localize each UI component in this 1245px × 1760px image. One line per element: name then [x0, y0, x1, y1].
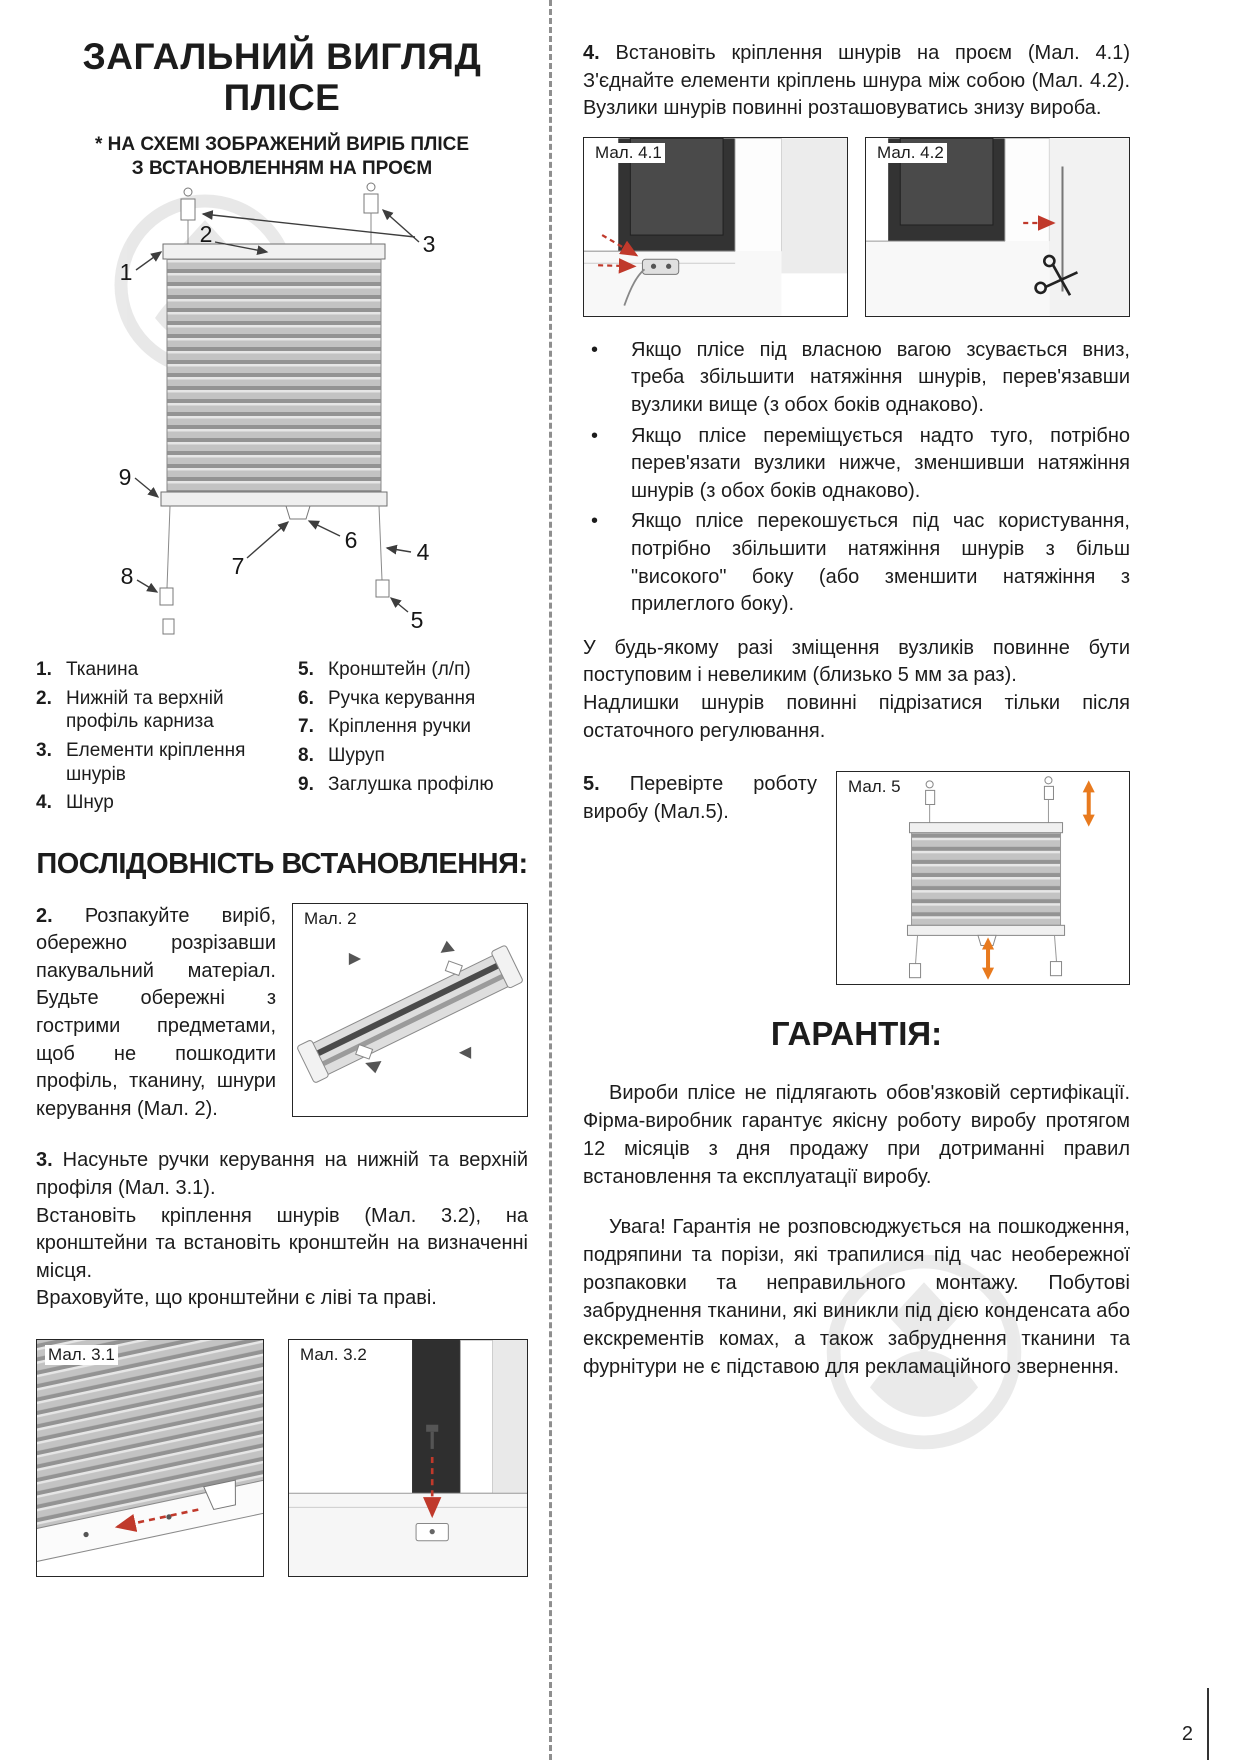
step-3-line3: Враховуйте, що кронштейни є ліві та праві.	[36, 1287, 437, 1310]
figure-5-label: Мал. 5	[845, 777, 904, 797]
legend-item-text: Заглушка профілю	[328, 773, 494, 795]
step-5-number: 5.	[583, 773, 600, 796]
diagram-label-5: 5	[410, 607, 424, 634]
check-operation-illustration	[837, 772, 1129, 984]
legend-item-text: Нижній та верхній профіль карниза	[66, 687, 224, 733]
figures-4-row	[583, 137, 1130, 317]
step-3-text	[36, 1147, 528, 1313]
bullet-text: Якщо плісе під власною вагою зсувається вниз, треба збільшити натяжіння шнурів, перев'язавши вузлики вище (з обох боків однаково).	[631, 338, 1130, 416]
diagram-label-2: 2	[199, 221, 213, 248]
left-column	[36, 36, 528, 1577]
doc-title-line1: ЗАГАЛЬНИЙ ВИГЛЯД	[82, 36, 482, 77]
step-2-text	[36, 903, 276, 1124]
legend-item-number: 3.	[36, 740, 52, 762]
adjustment-bullets	[583, 337, 1130, 619]
legend-item-number: 9.	[298, 773, 314, 795]
figures-3-row	[36, 1339, 528, 1577]
step-5-section	[583, 771, 1130, 985]
legend-item-number: 7.	[298, 716, 314, 738]
doc-subtitle-line2: З ВСТАНОВЛЕННЯМ НА ПРОЄМ	[131, 157, 433, 179]
adjustment-note	[583, 635, 1130, 745]
legend-item-number: 5.	[298, 659, 314, 681]
legend-item-number: 8.	[298, 745, 314, 767]
right-column	[583, 40, 1130, 1381]
step-3-line1-text: Насуньте ручки керування на нижній та верхній профіля (Мал. 3.1).	[36, 1149, 528, 1199]
overview-diagram	[36, 182, 528, 652]
bracket-mount-illustration	[289, 1340, 527, 1576]
diagram-label-8: 8	[120, 563, 134, 590]
bullet-text: Якщо плісе перекошується під час користування, потрібно збільшити натяжіння шнурів з більш "високого" боку (або зменшити натяжіння з прилеглого боку).	[631, 510, 1130, 616]
blind-drawing	[160, 183, 389, 634]
figure-3-2	[288, 1339, 528, 1577]
legend-item-text: Шнур	[66, 792, 114, 814]
cord-trim-illustration	[866, 138, 1129, 316]
warranty-heading: ГАРАНТІЯ:	[770, 1015, 943, 1053]
legend-item	[36, 687, 298, 734]
diagram-label-7: 7	[231, 553, 245, 580]
cord-clip-mount-illustration	[584, 138, 847, 316]
legend-item-text: Шуруп	[328, 745, 385, 767]
blind-diagram-svg	[36, 182, 528, 652]
page-number-rule	[1207, 1688, 1209, 1760]
column-divider	[549, 0, 552, 1760]
legend-column-left	[36, 658, 298, 819]
doc-subtitle-line1: * НА СХЕМІ ЗОБРАЖЕНИЙ ВИРІБ ПЛІСЕ	[94, 133, 470, 155]
diagram-label-4: 4	[416, 539, 430, 566]
step-3-line1	[36, 1147, 528, 1202]
bullet-text: Якщо плісе переміщується надто туго, потрібно перев'язати вузлики нижче, зменшивши натяжіння шнурів (з обох боків однаково).	[631, 424, 1130, 502]
legend-item	[36, 791, 298, 815]
warranty-section	[583, 1079, 1130, 1381]
step-2-number: 2.	[36, 904, 53, 927]
diagram-label-1: 1	[119, 259, 133, 286]
legend-column-right	[298, 658, 528, 819]
install-heading: ПОСЛІДОВНІСТЬ ВСТАНОВЛЕННЯ:	[36, 847, 528, 880]
step-2-section	[36, 903, 528, 1124]
bullet-item	[583, 423, 1130, 506]
legend-item	[36, 739, 298, 786]
legend-item-text: Тканина	[66, 659, 139, 681]
bullet-item	[583, 508, 1130, 618]
figure-3-1-label: Мал. 3.1	[45, 1345, 118, 1365]
step-3-number: 3.	[36, 1149, 53, 1172]
legend-item-text: Ручка керування	[328, 687, 476, 709]
figure-4-2-label: Мал. 4.2	[874, 143, 947, 163]
figure-2	[292, 903, 528, 1117]
step-4-text	[583, 40, 1130, 123]
legend-item-text: Елементи кріплення шнурів	[66, 740, 246, 785]
parts-legend	[36, 658, 528, 819]
figure-2-label: Мал. 2	[301, 909, 360, 929]
step-4-number: 4.	[583, 42, 600, 64]
figure-4-2	[865, 137, 1130, 317]
warranty-paragraph-2: Увага! Гарантія не розповсюджується на пошкодження, подряпини та порізи, які трапилися під час необережної розпаковки та неправильного монтажу. Побутові забруднення тканини, які виникли під дією конденсата або екскрементів комах, а також забруднення тканини та фурнітури не є підставою для рекламаційного звернення.	[583, 1216, 1130, 1379]
handle-slide-illustration	[37, 1340, 263, 1576]
step-5-text	[583, 771, 817, 826]
figure-3-2-label: Мал. 3.2	[297, 1345, 370, 1365]
warranty-paragraph-1: Вироби плісе не підлягають обов'язковій сертифікації. Фірма-виробник гарантує якісну роботу виробу протягом 12 місяців з дня продажу при дотриманні правил встановлення та експлуатації виробу.	[583, 1082, 1130, 1189]
diagram-label-3: 3	[422, 231, 436, 258]
legend-item	[298, 715, 528, 739]
figure-4-1	[583, 137, 848, 317]
legend-item-text: Кріплення ручки	[328, 716, 472, 738]
note-line2: Надлишки шнурів повинні підрізатися тільки після остаточного регулювання.	[583, 691, 1130, 742]
legend-item	[298, 658, 528, 682]
step-5-body: Перевірте роботу виробу (Мал.5).	[583, 773, 817, 823]
legend-item-text: Кронштейн (л/п)	[328, 659, 471, 681]
packed-blind-illustration	[293, 904, 527, 1116]
bullet-item	[583, 337, 1130, 420]
legend-item-number: 4.	[36, 792, 52, 814]
step-4-body: Встановіть кріплення шнурів на проєм (Мал. 4.1) З'єднайте елементи кріплень шнура між собою (Мал. 4.2). Вузлики шнурів повинні розташовуватись знизу вироба.	[583, 42, 1131, 120]
packed-blind	[297, 944, 524, 1083]
figure-4-1-label: Мал. 4.1	[592, 143, 665, 163]
figure-3-1	[36, 1339, 264, 1577]
step-3-line2: Встановіть кріплення шнурів (Мал. 3.2), на кронштейни та встановіть кронштейн на визначенні місця.	[36, 1204, 528, 1282]
legend-item	[36, 658, 298, 682]
step-2-body: Розпакуйте виріб, обережно розрізавши пакувальний матеріал. Будьте обережні з гострими предметами, щоб не пошкодити профіль, тканину, шнури керування (Мал. 2).	[36, 904, 276, 1120]
legend-item	[298, 744, 528, 768]
diagram-label-6: 6	[344, 527, 358, 554]
doc-subtitle	[36, 133, 528, 181]
legend-item-number: 1.	[36, 659, 52, 681]
legend-item	[298, 687, 528, 711]
legend-item-number: 2.	[36, 687, 52, 709]
legend-item-number: 6.	[298, 687, 314, 709]
page-number: 2	[1181, 1723, 1193, 1745]
doc-title-line2: ПЛІСЕ	[223, 77, 341, 119]
note-line1: У будь-якому разі зміщення вузликів повинне бути поступовим і невеликим (близько 5 мм за раз).	[583, 636, 1130, 687]
figure-5	[836, 771, 1130, 985]
diagram-label-9: 9	[118, 464, 132, 491]
doc-title	[36, 36, 528, 119]
legend-item	[298, 773, 528, 797]
